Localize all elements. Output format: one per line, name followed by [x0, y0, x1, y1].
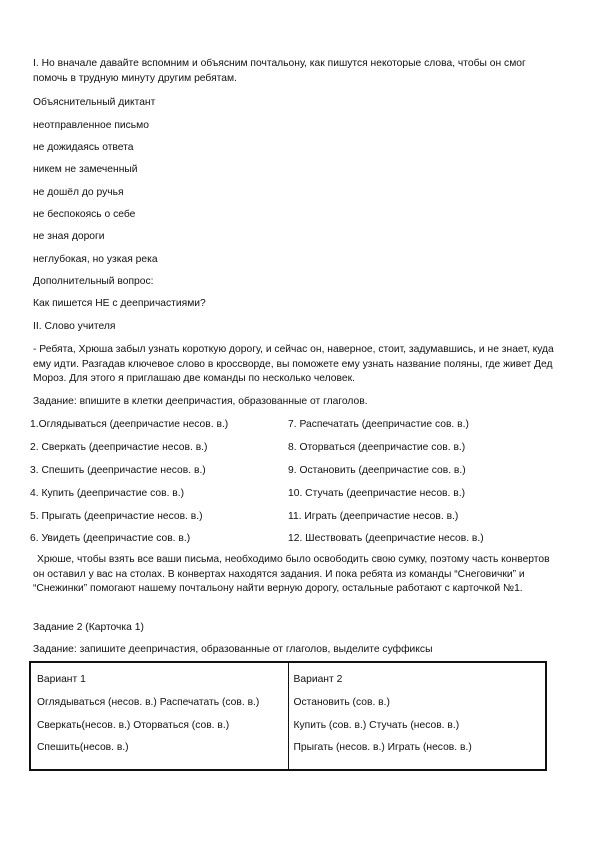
variant-2-line: Прыгать (несов. в.) Играть (несов. в.) — [293, 742, 472, 753]
dictation-item: никем не замеченный — [33, 164, 138, 175]
task-item: 8. Оторваться (деепричастие сов. в.) — [288, 442, 466, 453]
variant-2-title: Вариант 2 — [293, 674, 343, 685]
task-item: 7. Распечатать (деепричастие сов. в.) — [288, 419, 469, 430]
task-item: 3. Спешить (деепричастие несов. в.) — [30, 465, 206, 476]
task-item: 6. Увидеть (деепричастие сов. в.) — [30, 533, 191, 544]
dictation-item: неотправленное письмо — [33, 120, 149, 131]
variant-1-cell — [30, 662, 288, 770]
task-item: 2. Сверкать (деепричастие несов. в.) — [30, 442, 208, 453]
task-item: 11. Играть (деепричастие несов. в.) — [288, 511, 459, 522]
task-item: 9. Остановить (деепричастие сов. в.) — [288, 465, 466, 476]
dictation-item: не зная дороги — [33, 231, 105, 242]
extra-question: Как пишется НЕ с деепричастиями? — [33, 298, 206, 309]
teacher-speech: - Ребята, Хрюша забыл узнать короткую дорогу, и сейчас он, наверное, стоит, задумавшись, и не знает, куда ему идти. Разгадав ключевое слово в кроссворде, вы поможете ему узнать название поляны, где живет Дед Мороз. Для этого я приглашаю две команды по несколько человек. — [33, 344, 554, 384]
task-item: 12. Шествовать (деепричастие несов. в.) — [288, 533, 484, 544]
instruction-paragraph: Хрюше, чтобы взять все ваши письма, необходимо было освободить свою сумку, поэтому часть конвертов он оставил у вас на столах. В конвертах находятся задания. И пока ребята из команды “Снеговички” и “Снежинки” помогают нашему почтальону найти верную дорогу, остальные работают с карточкой №1. — [33, 554, 550, 594]
task2-title: Задание 2 (Карточка 1) — [33, 622, 144, 633]
variant-1-line: Сверкать(несов. в.) Оторваться (сов. в.) — [37, 720, 230, 731]
task2-text: Задание: запишите деепричастия, образованные от глаголов, выделите суффиксы — [33, 644, 433, 655]
intro-paragraph: I. Но вначале давайте вспомним и объясним почтальону, как пишутся некоторые слова, чтобы он смог помочь в трудную минуту другим ребятам. — [33, 58, 526, 84]
dictation-item: не дошёл до ручья — [33, 187, 124, 198]
dictation-item: не дожидаясь ответа — [33, 142, 134, 153]
variant-1-line: Оглядываться (несов. в.) Распечатать (сов. в.) — [37, 697, 260, 708]
task-item: 10. Стучать (деепричастие несов. в.) — [288, 488, 465, 499]
variant-2-cell — [288, 662, 546, 770]
task-text: Задание: впишите в клетки деепричастия, образованные от глаголов. — [33, 396, 368, 407]
task-item: 4. Купить (деепричастие сов. в.) — [30, 488, 185, 499]
variant-2-line: Купить (сов. в.) Стучать (несов. в.) — [293, 720, 460, 731]
variant-2-line: Остановить (сов. в.) — [293, 697, 390, 708]
extra-question-title: Дополнительный вопрос: — [33, 276, 154, 287]
variant-1-title: Вариант 1 — [37, 674, 86, 685]
task-item: 1.Оглядываться (деепричастие несов. в.) — [30, 419, 229, 430]
section-title: II. Слово учителя — [33, 321, 116, 332]
task-item: 5. Прыгать (деепричастие несов. в.) — [30, 511, 203, 522]
dictation-title: Объяснительный диктант — [33, 97, 156, 108]
dictation-item: неглубокая, но узкая река — [33, 254, 158, 265]
dictation-item: не беспокоясь о себе — [33, 209, 136, 220]
variants-card — [29, 661, 547, 771]
variant-1-line: Спешить(несов. в.) — [37, 742, 129, 753]
